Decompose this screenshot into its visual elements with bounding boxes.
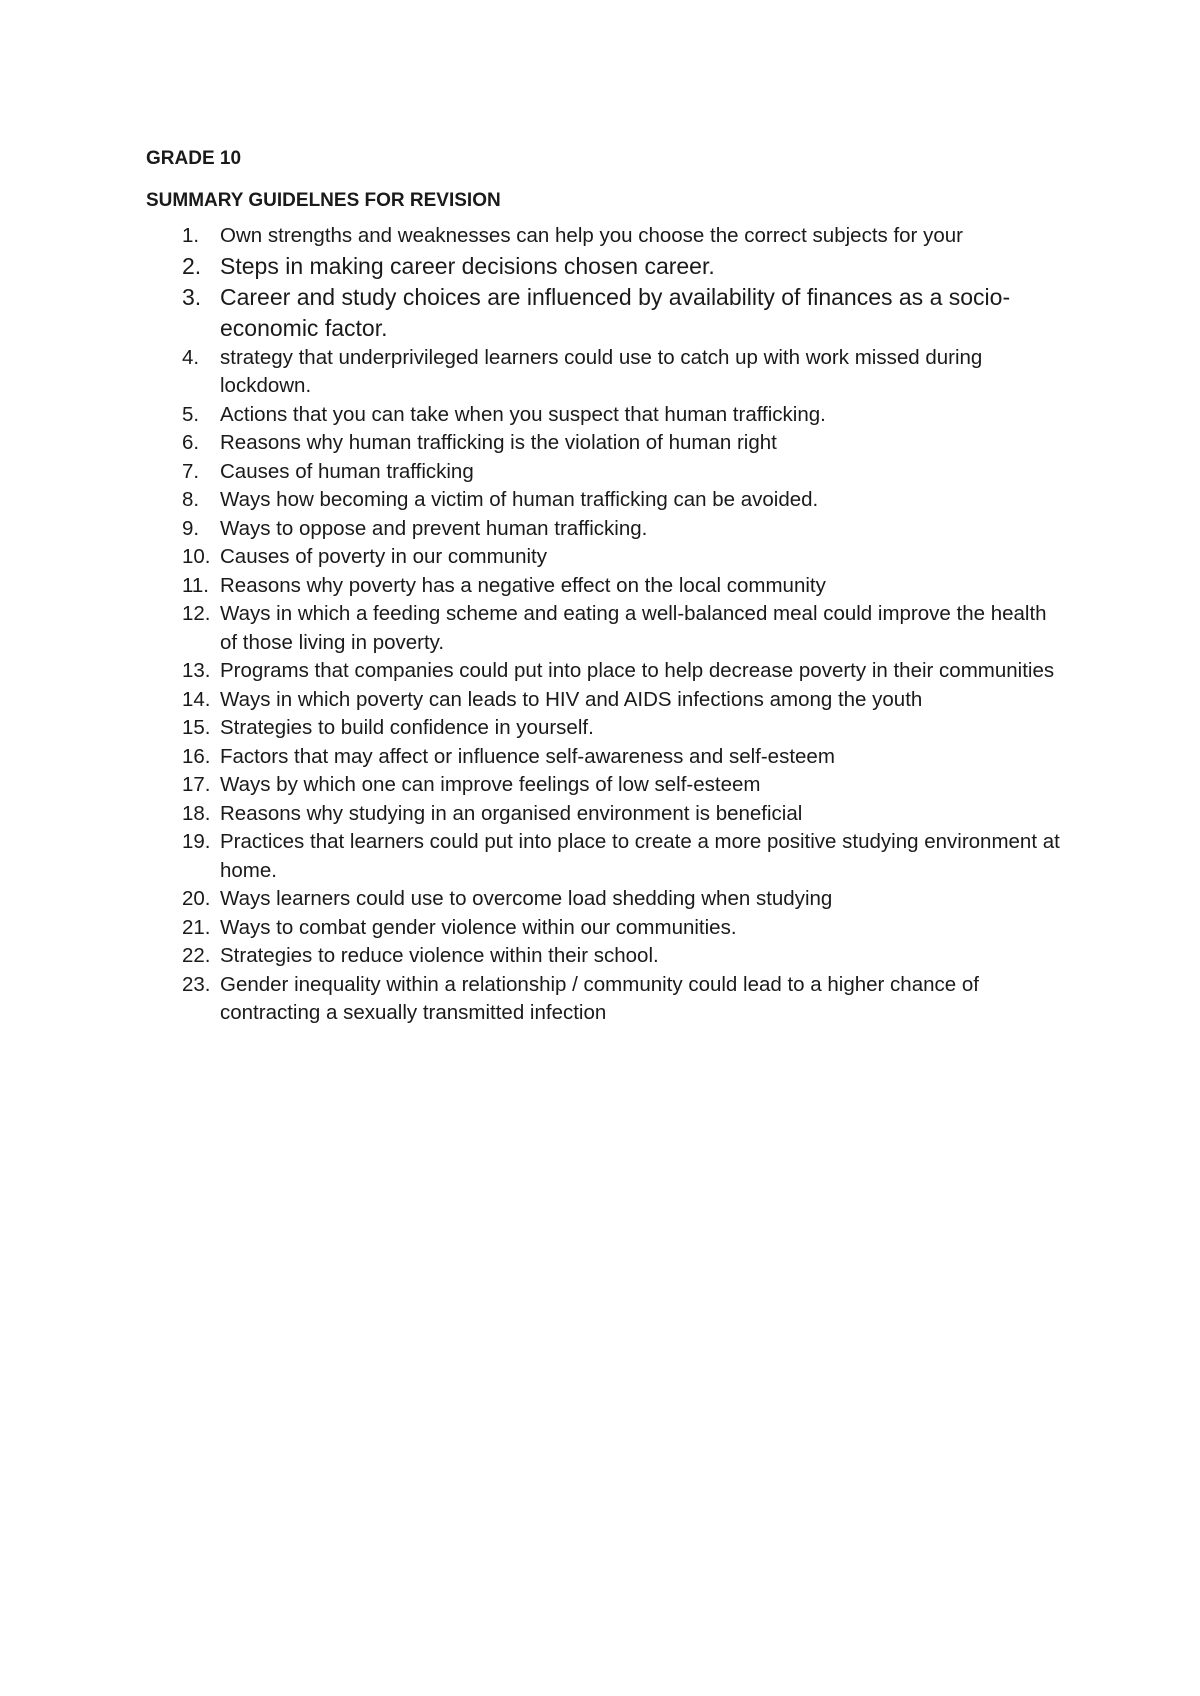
- item-text: Causes of human trafficking: [220, 459, 474, 483]
- list-item: [146, 657, 1066, 686]
- item-text: Own strengths and weaknesses can help you choose the correct subjects for your: [220, 224, 963, 247]
- item-text: Ways how becoming a victim of human trafficking can be avoided.: [220, 488, 819, 511]
- item-text: Ways learners could use to overcome load shedding when studying: [220, 887, 833, 910]
- list-item: [146, 282, 1066, 344]
- list-item: [146, 458, 1066, 487]
- item-number: 14.: [182, 687, 211, 711]
- list-item: [146, 401, 1066, 430]
- item-number: 16.: [182, 744, 211, 768]
- item-text: Practices that learners could put into place to create a more positive studying environment at home.: [220, 830, 1060, 882]
- item-text: Strategies to reduce violence within their school.: [220, 944, 659, 967]
- item-text: Ways to combat gender violence within our communities.: [220, 915, 737, 939]
- list-item: [146, 771, 1066, 800]
- item-number: 4.: [182, 345, 200, 369]
- item-number: 17.: [182, 773, 211, 796]
- item-number: 20.: [182, 887, 211, 910]
- item-text: Reasons why human trafficking is the violation of human right: [220, 431, 777, 454]
- list-item: [146, 486, 1066, 515]
- item-number: 21.: [182, 915, 211, 939]
- item-number: 19.: [182, 830, 211, 853]
- item-number: 13.: [182, 659, 211, 682]
- list-item: [146, 743, 1066, 772]
- item-text: Factors that may affect or influence self-awareness and self-esteem: [220, 744, 835, 768]
- item-text: Strategies to build confidence in yourself.: [220, 716, 594, 739]
- item-text: Gender inequality within a relationship / community could lead to a higher chance of contracting a sexually transmitted infection: [220, 972, 979, 1024]
- item-number: 6.: [182, 431, 200, 454]
- item-number: 8.: [182, 488, 200, 511]
- list-item: [146, 572, 1066, 601]
- item-text: Reasons why poverty has a negative effect on the local community: [220, 573, 826, 597]
- grade-heading: GRADE 10: [146, 148, 242, 169]
- item-text: Career and study choices are influenced by availability of finances as a socio-economic factor.: [220, 283, 1011, 341]
- item-number: 1.: [182, 224, 200, 247]
- list-item: [146, 828, 1066, 885]
- item-text: Ways by which one can improve feelings of low self-esteem: [220, 773, 761, 796]
- item-number: 10.: [182, 545, 211, 568]
- item-number: 18.: [182, 801, 211, 825]
- list-item: [146, 515, 1066, 544]
- item-number: 3.: [182, 283, 202, 310]
- document-content: [146, 146, 1066, 1028]
- item-text: strategy that underprivileged learners could use to catch up with work missed during lockdown.: [220, 345, 983, 397]
- item-number: 7.: [182, 459, 200, 483]
- revision-list: [146, 222, 1066, 1028]
- item-number: 11.: [182, 573, 209, 597]
- item-number: 5.: [182, 402, 200, 426]
- item-number: 22.: [182, 944, 211, 967]
- list-item: [146, 600, 1066, 657]
- item-text: Ways in which poverty can leads to HIV and AIDS infections among the youth: [220, 687, 923, 711]
- list-item: [146, 714, 1066, 743]
- list-item: [146, 429, 1066, 458]
- list-item: [146, 686, 1066, 715]
- list-item: [146, 885, 1066, 914]
- item-text: Programs that companies could put into place to help decrease poverty in their communities: [220, 659, 1055, 682]
- list-item: [146, 543, 1066, 572]
- item-text: Causes of poverty in our community: [220, 545, 547, 568]
- item-text: Actions that you can take when you suspect that human trafficking.: [220, 402, 826, 426]
- item-text: Reasons why studying in an organised environment is beneficial: [220, 801, 803, 825]
- list-item: [146, 251, 1066, 282]
- item-text: Ways to oppose and prevent human trafficking.: [220, 516, 648, 540]
- list-item: [146, 914, 1066, 943]
- list-item: [146, 222, 1066, 251]
- item-number: 2.: [182, 252, 202, 279]
- list-item: [146, 800, 1066, 829]
- item-text: Ways in which a feeding scheme and eating a well-balanced meal could improve the health of those living in poverty.: [220, 602, 1047, 654]
- item-number: 23.: [182, 972, 211, 996]
- item-number: 15.: [182, 716, 211, 739]
- list-item: [146, 942, 1066, 971]
- list-item: [146, 971, 1066, 1028]
- item-number: 12.: [182, 602, 211, 625]
- item-number: 9.: [182, 516, 200, 540]
- list-item: [146, 344, 1066, 401]
- summary-heading: SUMMARY GUIDELNES FOR REVISION: [146, 190, 501, 211]
- item-text: Steps in making career decisions chosen career.: [220, 252, 715, 279]
